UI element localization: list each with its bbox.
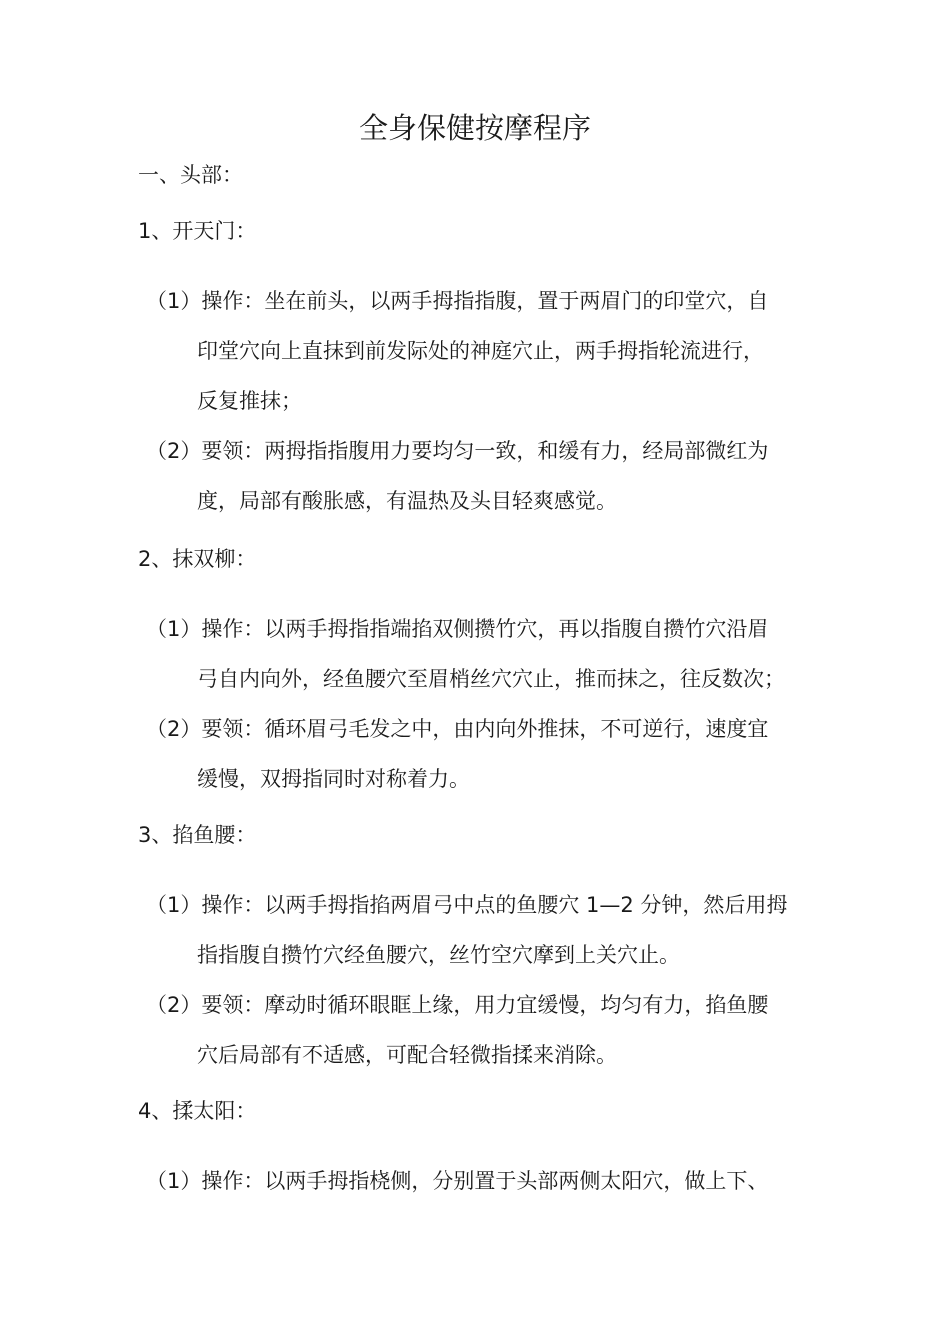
item-text-line: （1）操作：以两手拇指桡侧，分别置于头部两侧太阳穴，做上下、 [146,1169,769,1193]
item-text-line: （2）要领：摩动时循环眼眶上缘，用力宜缓慢，均匀有力，掐鱼腰 [146,993,769,1017]
item-text-line: 弓自内向外，经鱼腰穴至眉梢丝穴穴止，推而抹之，往反数次； [197,667,785,691]
item-text-line: 印堂穴向上直抹到前发际处的神庭穴止，两手拇指轮流进行， [197,339,764,363]
item-text-line: （1）操作：坐在前头，以两手拇指指腹，置于两眉门的印堂穴，自 [146,289,769,313]
document-title: 全身保健按摩程序 [358,111,591,145]
item-text-line: 反复推抹； [197,389,302,413]
item-text-line: 度，局部有酸胀感，有温热及头目轻爽感觉。 [197,489,617,513]
subsection-heading: 3、掐鱼腰： [138,823,257,847]
subsection-heading: 2、抹双柳： [138,547,257,571]
subsection-heading: 1、开天门： [138,219,257,243]
item-text-line: （1）操作：以两手拇指掐两眉弓中点的鱼腰穴 1—2 分钟，然后用拇 [146,893,788,917]
item-text-line: （1）操作：以两手拇指指端掐双侧攒竹穴，再以指腹自攒竹穴沿眉 [146,617,769,641]
item-text-line: 缓慢，双拇指同时对称着力。 [197,767,470,791]
subsection-heading: 4、揉太阳： [138,1099,257,1123]
item-text-line: 指指腹自攒竹穴经鱼腰穴，丝竹空穴摩到上关穴止。 [197,943,680,967]
item-text-line: （2）要领：循环眉弓毛发之中，由内向外推抹，不可逆行，速度宜 [146,717,769,741]
section-heading: 一、头部： [138,163,243,187]
item-text-line: （2）要领：两拇指指腹用力要均匀一致，和缓有力，经局部微红为 [146,439,769,463]
item-text-line: 穴后局部有不适感，可配合轻微指揉来消除。 [197,1043,617,1067]
